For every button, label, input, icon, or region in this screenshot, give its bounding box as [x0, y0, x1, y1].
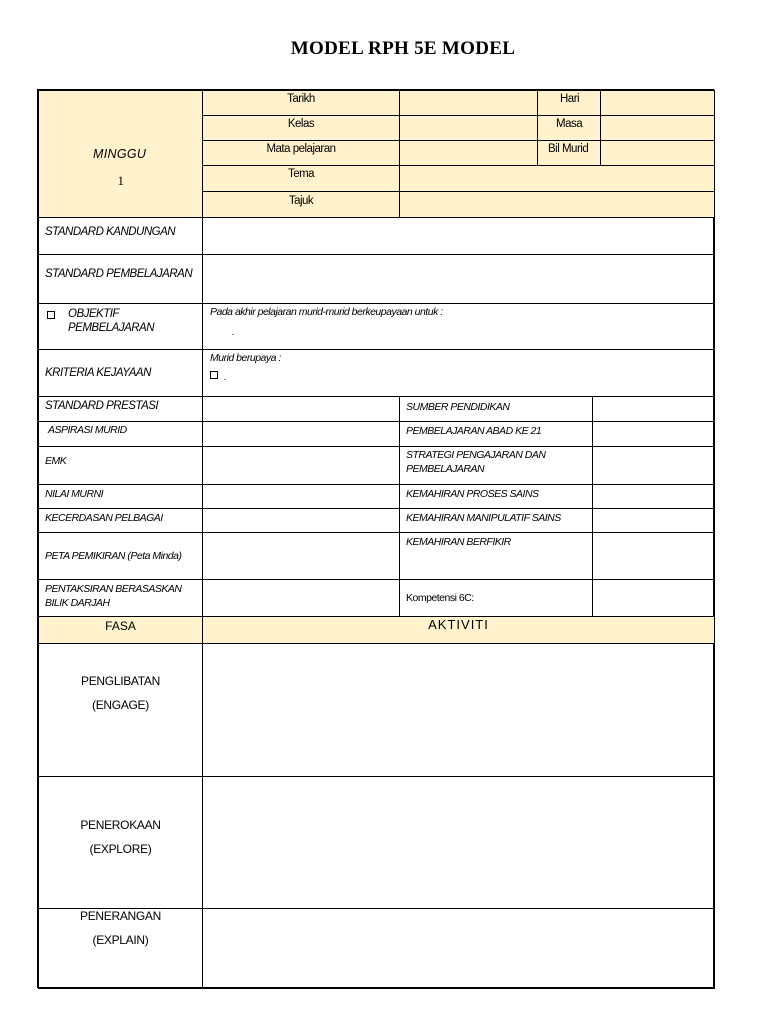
masa-label: Masa — [537, 115, 601, 141]
engage-label-2: (ENGAGE) — [92, 698, 149, 712]
standard-pembelajaran-value[interactable] — [202, 254, 715, 304]
objektif-cell — [38, 303, 203, 350]
objektif-value[interactable] — [202, 303, 715, 350]
kriteria-label: KRITERIA KEJAYAAN — [38, 349, 203, 397]
kemahiran-manipulatif-value[interactable] — [592, 508, 715, 533]
bil-murid-label: Bil Murid — [537, 140, 601, 166]
explain-activity[interactable] — [202, 908, 715, 989]
kecerdasan-value[interactable] — [202, 508, 400, 533]
standard-prestasi-label: STANDARD PRESTASI — [38, 396, 203, 422]
standard-prestasi-value[interactable] — [202, 396, 400, 422]
bil-murid-value[interactable] — [600, 140, 715, 166]
page-title: MODEL RPH 5E MODEL — [290, 38, 516, 59]
standard-pembelajaran-label: STANDARD PEMBELAJARAN — [38, 254, 203, 304]
kemahiran-berfikir-value[interactable] — [592, 532, 715, 580]
checkbox-icon — [210, 371, 218, 379]
standard-kandungan-label: STANDARD KANDUNGAN — [38, 217, 203, 255]
hari-value[interactable] — [600, 90, 715, 116]
peta-pemikiran-label: PETA PEMIKIRAN (Peta Minda) — [38, 532, 203, 580]
aspirasi-murid-value[interactable] — [202, 421, 400, 447]
explain-label-1: PENERANGAN — [79, 909, 162, 923]
explain-phase — [38, 908, 203, 989]
kemahiran-proses-value[interactable] — [592, 484, 715, 509]
mata-pelajaran-value[interactable] — [399, 140, 538, 166]
explore-phase — [38, 776, 203, 909]
emk-label: EMK — [38, 446, 203, 485]
strategi-value[interactable] — [592, 446, 715, 485]
kecerdasan-label: KECERDASAN PELBAGAI — [38, 508, 203, 533]
masa-value[interactable] — [600, 115, 715, 141]
kemahiran-proses-label: KEMAHIRAN PROSES SAINS — [399, 484, 593, 509]
hari-label: Hari — [537, 90, 601, 116]
peta-pemikiran-value[interactable] — [202, 532, 400, 580]
tarikh-value[interactable] — [399, 90, 538, 116]
pentaksiran-label-1: PENTAKSIRAN BERASASKAN — [45, 583, 182, 595]
minggu-label: MINGGU — [93, 147, 147, 161]
tema-value[interactable] — [399, 165, 715, 192]
engage-label-1: PENGLIBATAN — [81, 674, 160, 688]
engage-activity[interactable] — [202, 643, 715, 777]
aktiviti-header: AKTIVITI — [202, 616, 715, 644]
emk-value[interactable] — [202, 446, 400, 485]
objektif-text: Pada akhir pelajaran murid-murid berkeupayaan untuk : — [210, 306, 443, 318]
pembelajaran-abad-label: PEMBELAJARAN ABAD KE 21 — [399, 421, 593, 447]
kompetensi-value[interactable] — [592, 579, 715, 617]
pentaksiran-label-2: BILIK DARJAH — [45, 597, 110, 609]
kriteria-text: Murid berupaya : — [210, 352, 281, 364]
sumber-pendidikan-label: SUMBER PENDIDIKAN — [399, 396, 593, 422]
kriteria-dot: . — [224, 372, 227, 382]
tarikh-label: Tarikh — [202, 90, 400, 116]
pentaksiran-value[interactable] — [202, 579, 400, 617]
kemahiran-manipulatif-label: KEMAHIRAN MANIPULATIF SAINS — [399, 508, 593, 533]
fasa-header: FASA — [38, 616, 203, 644]
tema-label: Tema — [202, 165, 400, 192]
tajuk-value[interactable] — [399, 191, 715, 218]
aspirasi-murid-label: ASPIRASI MURID — [38, 421, 203, 447]
strategi-label-1: STRATEGI PENGAJARAN DAN — [406, 449, 546, 461]
engage-phase — [38, 643, 203, 777]
objektif-dot: . — [232, 327, 235, 337]
explain-label-2: (EXPLAIN) — [92, 933, 149, 947]
kelas-value[interactable] — [399, 115, 538, 141]
strategi-label-2: PEMBELAJARAN — [406, 463, 485, 475]
kelas-label: Kelas — [202, 115, 400, 141]
pembelajaran-abad-value[interactable] — [592, 421, 715, 447]
strategi-label — [399, 446, 593, 485]
explore-activity[interactable] — [202, 776, 715, 909]
minggu-cell — [38, 90, 203, 218]
objektif-label-2: PEMBELAJARAN — [68, 322, 155, 334]
objektif-label-1: OBJEKTIF — [68, 308, 119, 320]
mata-pelajaran-label: Mata pelajaran — [202, 140, 400, 166]
pentaksiran-label — [38, 579, 203, 617]
checkbox-icon — [47, 311, 55, 319]
kriteria-value[interactable] — [202, 349, 715, 397]
lesson-plan-table — [37, 89, 714, 988]
standard-kandungan-value[interactable] — [202, 217, 715, 255]
nilai-murni-value[interactable] — [202, 484, 400, 509]
explore-label-1: PENEROKAAN — [80, 818, 161, 832]
kompetensi-label: Kompetensi 6C: — [399, 579, 593, 617]
explore-label-2: (EXPLORE) — [89, 842, 152, 856]
nilai-murni-label: NILAI MURNI — [38, 484, 203, 509]
minggu-value: 1 — [117, 173, 124, 188]
tajuk-label: Tajuk — [202, 191, 400, 218]
kemahiran-berfikir-label: KEMAHIRAN BERFIKIR — [399, 532, 593, 580]
sumber-pendidikan-value[interactable] — [592, 396, 715, 422]
